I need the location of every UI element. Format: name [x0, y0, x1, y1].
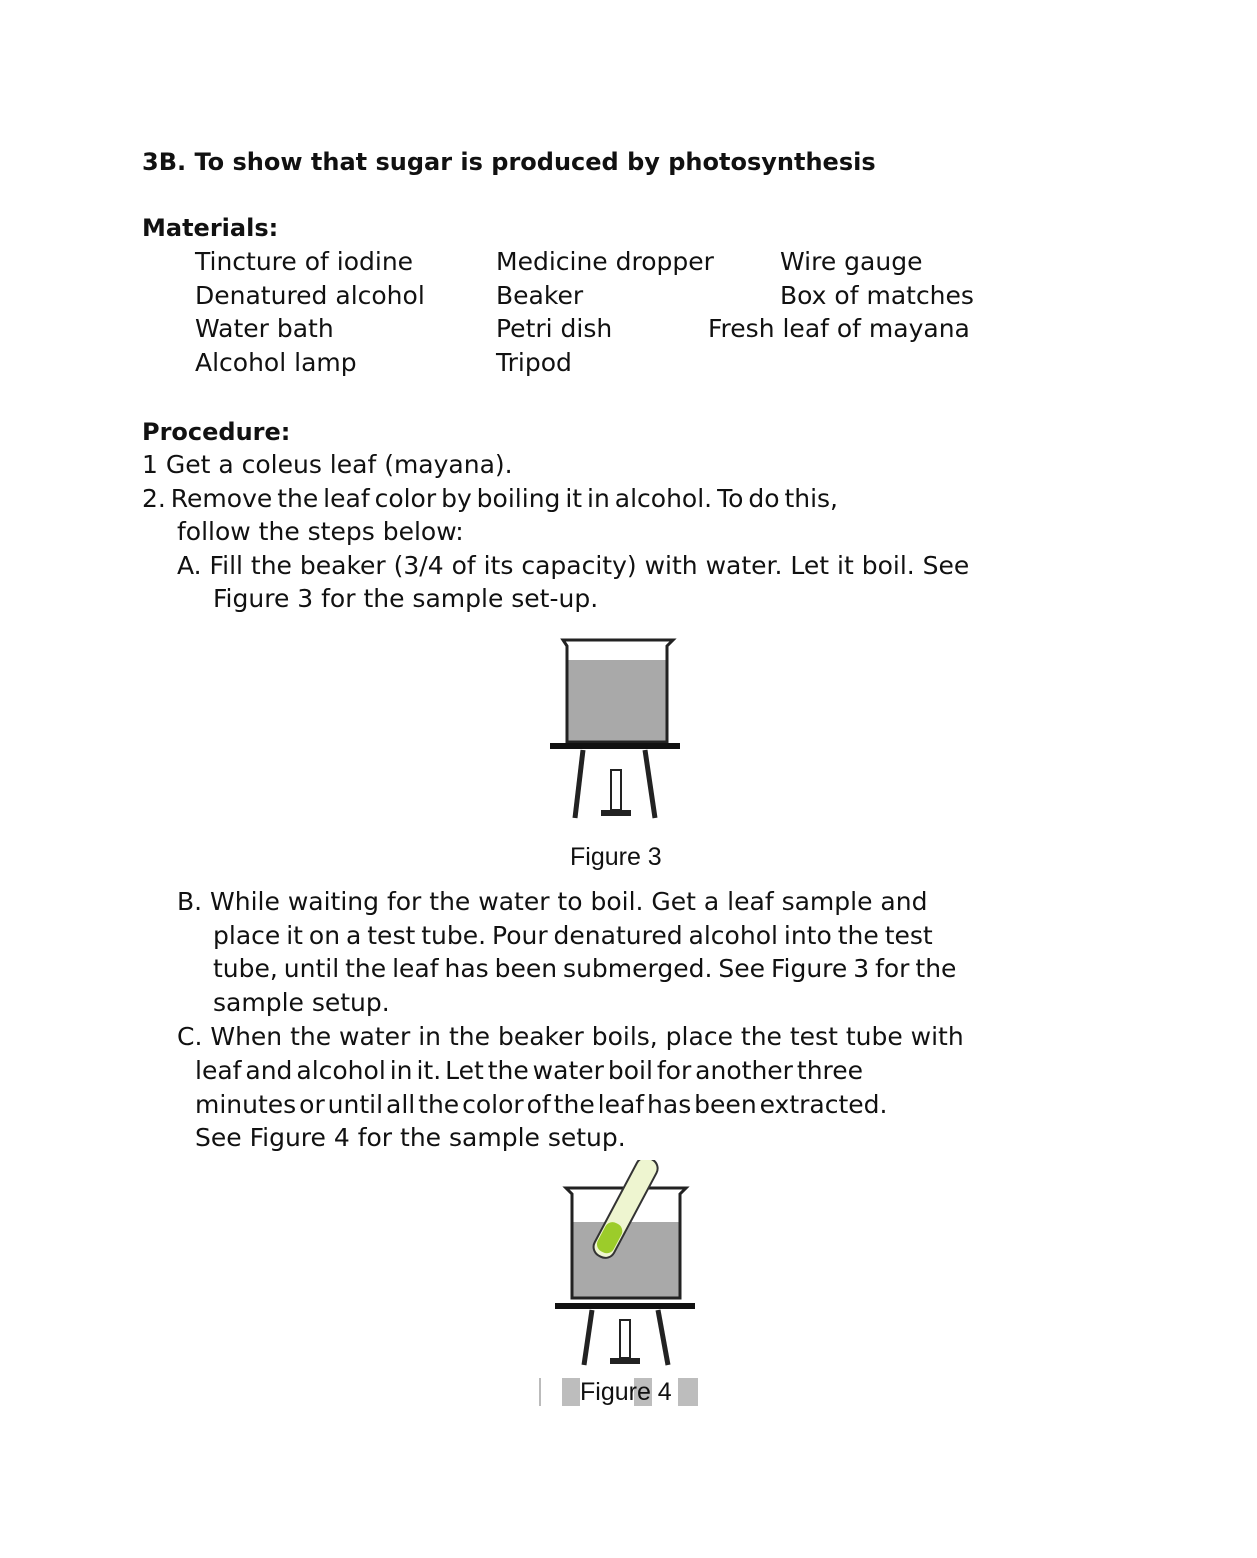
material-item: Water bath: [195, 314, 334, 343]
gray-block: [562, 1378, 580, 1406]
procedure-line: B. While waiting for the water to boil. Get a leaf sample and: [177, 887, 928, 916]
procedure-line: sample setup.: [213, 988, 390, 1017]
procedure-heading: Procedure:: [142, 418, 291, 446]
procedure-line: minutes or until all the color of the leaf has been extracted.: [195, 1090, 888, 1119]
divider: [539, 1378, 541, 1406]
figure-3-beaker-setup: [545, 630, 685, 825]
procedure-line: tube, until the leaf has been submerged. See Figure 3 for the: [213, 954, 957, 983]
procedure-line: C. When the water in the beaker boils, place the test tube with: [177, 1022, 964, 1051]
material-item: Tripod: [496, 348, 572, 377]
procedure-line: 2. Remove the leaf color by boiling it in alcohol. To do this,: [142, 484, 839, 513]
material-item: Petri dish: [496, 314, 613, 343]
procedure-line: follow the steps below:: [177, 517, 464, 546]
material-item: Beaker: [496, 281, 584, 310]
material-item: Wire gauge: [780, 247, 923, 276]
procedure-line: 1 Get a coleus leaf (mayana).: [142, 450, 513, 479]
procedure-line: place it on a test tube. Pour denatured alcohol into the test: [213, 921, 933, 950]
material-item: Fresh leaf of mayana: [708, 314, 970, 343]
material-item: Box of matches: [780, 281, 974, 310]
material-item: Medicine dropper: [496, 247, 714, 276]
procedure-line: leaf and alcohol in it. Let the water boil for another three: [195, 1056, 864, 1085]
material-item: Alcohol lamp: [195, 348, 357, 377]
figure-3-caption: Figure 3: [570, 843, 662, 871]
section-title: 3B. To show that sugar is produced by photosynthesis: [142, 148, 876, 176]
material-item: Tincture of iodine: [195, 247, 414, 276]
material-item: Denatured alcohol: [195, 281, 425, 310]
figure-4-test-tube-setup: [550, 1160, 700, 1375]
procedure-line: Figure 3 for the sample set-up.: [213, 584, 599, 613]
materials-heading: Materials:: [142, 214, 279, 242]
figure-4-caption: Figure 4: [580, 1378, 672, 1406]
procedure-line: See Figure 4 for the sample setup.: [195, 1123, 626, 1152]
procedure-line: A. Fill the beaker (3/4 of its capacity) with water. Let it boil. See: [177, 551, 970, 580]
gray-block: [678, 1378, 698, 1406]
